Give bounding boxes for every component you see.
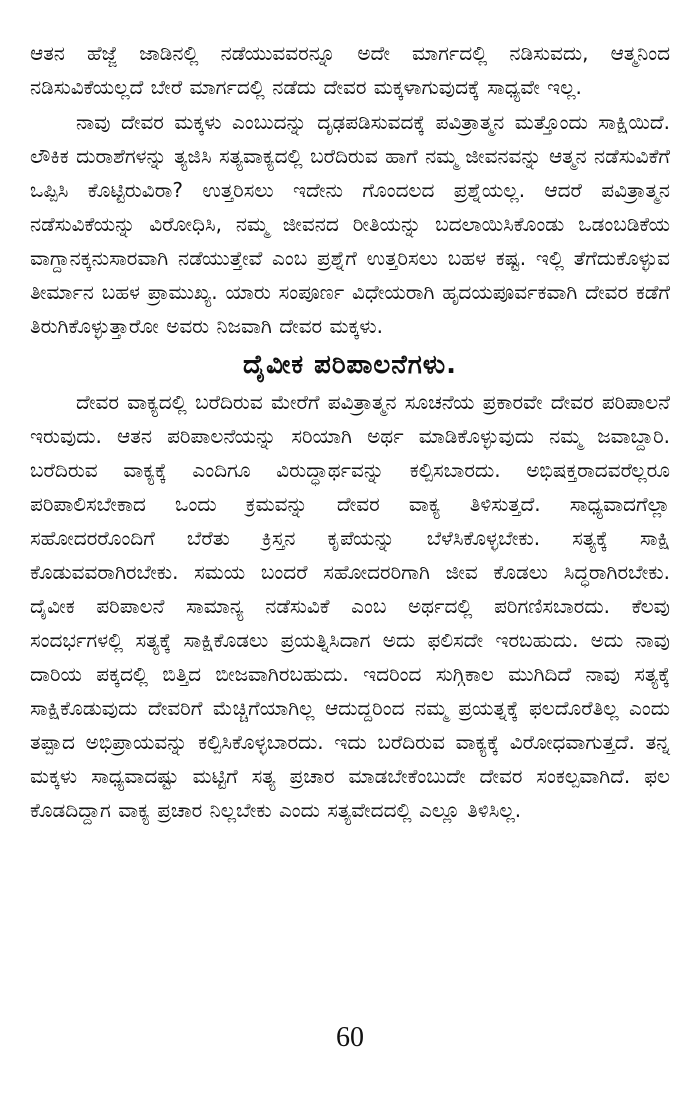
- page-number: 60: [336, 1022, 364, 1053]
- paragraph-divine-guidance: ದೇವರ ವಾಕ್ಯದಲ್ಲಿ ಬರೆದಿರುವ ಮೇರೆಗೆ ಪವಿತ್ರಾತ್ಮನ ಸೂಚನೆಯ ಪ್ರಕಾರವೇ ದೇವರ ಪರಿಪಾಲನೆ ಇರುವುದು. ಆತನ ಪರಿಪಾಲನೆಯನ್ನು ಸರಿಯಾಗಿ ಅರ್ಥ ಮಾಡಿಕೊಳ್ಳುವುದು ನಮ್ಮ ಜವಾಬ್ದಾರಿ. ಬರೆದಿರುವ ವಾಕ್ಯಕ್ಕೆ ಎಂದಿಗೂ ವಿರುದ್ಧಾರ್ಥವನ್ನು ಕಲ್ಪಿಸಬಾರದು. ಅಭಿಷಕ್ತರಾದವರೆಲ್ಲರೂ ಪರಿಪಾಲಿಸಬೇಕಾದ ಒಂದು ಕ್ರಮವನ್ನು ದೇವರ ವಾಕ್ಯ ತಿಳಿಸುತ್ತದೆ. ಸಾಧ್ಯವಾದಗೆಲ್ಲಾ ಸಹೋದರರೊಂದಿಗೆ ಬೆರೆತು ಕ್ರಿಸ್ತನ ಕೃಪೆಯನ್ನು ಬೆಳೆಸಿಕೊಳ್ಳಬೇಕು. ಸತ್ಯಕ್ಕೆ ಸಾಕ್ಷಿ ಕೊಡುವವರಾಗಿರಬೇಕು. ಸಮಯ ಬಂದರೆ ಸಹೋದರರಿಗಾಗಿ ಜೀವ ಕೊಡಲು ಸಿದ್ಧರಾಗಿರಬೇಕು. ದೈವೀಕ ಪರಿಪಾಲನೆ ಸಾಮಾನ್ಯ ನಡೆಸುವಿಕೆ ಎಂಬ ಅರ್ಥದಲ್ಲಿ ಪರಿಗಣಿಸಬಾರದು. ಕೆಲವು ಸಂದರ್ಭಗಳಲ್ಲಿ ಸತ್ಯಕ್ಕೆ ಸಾಕ್ಷಿಕೊಡಲು ಪ್ರಯತ್ನಿಸಿದಾಗ ಅದು ಫಲಿಸದೇ ಇರಬಹುದು. ಅದು ನಾವು ದಾರಿಯ ಪಕ್ಕದಲ್ಲಿ ಬಿತ್ತಿದ ಬೀಜವಾಗಿರಬಹುದು. ಇದರಿಂದ ಸುಗ್ಗಿಕಾಲ ಮುಗಿದಿದೆ ನಾವು ಸತ್ಯಕ್ಕೆ ಸಾಕ್ಷಿಕೊಡುವುದು ದೇವರಿಗೆ ಮೆಚ್ಚಿಗೆಯಾಗಿಲ್ಲ ಆದುದ್ದರಿಂದ ನಮ್ಮ ಪ್ರಯತ್ನಕ್ಕೆ ಫಲದೊರೆತಿಲ್ಲ ಎಂದು ತಪ್ಪಾದ ಅಭಿಪ್ರಾಯವನ್ನು ಕಲ್ಪಿಸಿಕೊಳ್ಳಬಾರದು. ಇದು ಬರೆದಿರುವ ವಾಕ್ಯಕ್ಕೆ ವಿರೋಧವಾಗುತ್ತದೆ. ತನ್ನ ಮಕ್ಕಳು ಸಾಧ್ಯವಾದಷ್ಟು ಮಟ್ಟಿಗೆ ಸತ್ಯ ಪ್ರಚಾರ ಮಾಡಬೇಕೆಂಬುದೇ ದೇವರ ಸಂಕಲ್ಪವಾಗಿದೆ. ಫಲ ಕೊಡದಿದ್ದಾಗ ವಾಕ್ಯ ಪ್ರಚಾರ ನಿಲ್ಲಬೇಕು ಎಂದು ಸತ್ಯವೇದದಲ್ಲಿ ಎಲ್ಲೂ ತಿಳಿಸಿಲ್ಲ.: [30, 390, 670, 822]
- paragraph-continuation: ಆತನ ಹೆಜ್ಜೆ ಜಾಡಿನಲ್ಲಿ ನಡೆಯುವವರನ್ನೂ ಅದೇ ಮಾರ್ಗದಲ್ಲಿ ನಡಿಸುವದು, ಆತ್ಮನಿಂದ ನಡಿಸುವಿಕೆಯಲ್ಲದೆ ಬೇರೆ ಮಾರ್ಗದಲ್ಲಿ ನಡೆದು ದೇವರ ಮಕ್ಕಳಾಗುವುದಕ್ಕೆ ಸಾಧ್ಯವೇ ಇಲ್ಲ.: [30, 41, 670, 99]
- document-page: [30, 36, 670, 1076]
- paragraph-children-of-god: ನಾವು ದೇವರ ಮಕ್ಕಳು ಎಂಬುದನ್ನು ದೃಢಪಡಿಸುವದಕ್ಕೆ ಪವಿತ್ರಾತ್ಮನ ಮತ್ತೊಂದು ಸಾಕ್ಷಿಯಿದೆ. ಲೌಕಿಕ ದುರಾಶೆಗಳನ್ನು ತ್ಯಜಿಸಿ ಸತ್ಯವಾಕ್ಯದಲ್ಲಿ ಬರೆದಿರುವ ಹಾಗೆ ನಮ್ಮ ಜೀವನವನ್ನು ಆತ್ಮನ ನಡೆಸುವಿಕೆಗೆ ಒಪ್ಪಿಸಿ ಕೊಟ್ಟಿರುವಿರಾ? ಉತ್ತರಿಸಲು ಇದೇನು ಗೊಂದಲದ ಪ್ರಶ್ನೆಯಲ್ಲ. ಆದರೆ ಪವಿತ್ರಾತ್ಮನ ನಡೆಸುವಿಕೆಯನ್ನು ವಿರೋಧಿಸಿ, ನಮ್ಮ ಜೀವನದ ರೀತಿಯನ್ನು ಬದಲಾಯಿಸಿಕೊಂಡು ಒಡಂಬಡಿಕೆಯ ವಾಗ್ದಾನಕ್ಕನುಸಾರವಾಗಿ ನಡೆಯುತ್ತೇವೆ ಎಂಬ ಪ್ರಶ್ನೆಗೆ ಉತ್ತರಿಸಲು ಬಹಳ ಕಷ್ಟ. ಇಲ್ಲಿ ತೆಗೆದುಕೊಳ್ಳುವ ತೀರ್ಮಾನ ಬಹಳ ಪ್ರಾಮುಖ್ಯ. ಯಾರು ಸಂಪೂರ್ಣ ವಿಧೇಯರಾಗಿ ಹೃದಯಪೂರ್ವಕವಾಗಿ ದೇವರ ಕಡೆಗೆ ತಿರುಗಿಕೊಳ್ಳುತ್ತಾರೋ ಅವರು ನಿಜವಾಗಿ ದೇವರ ಮಕ್ಕಳು.: [30, 110, 670, 338]
- section-heading: ದೈವೀಕ ಪರಿಪಾಲನೆಗಳು.: [242, 350, 458, 380]
